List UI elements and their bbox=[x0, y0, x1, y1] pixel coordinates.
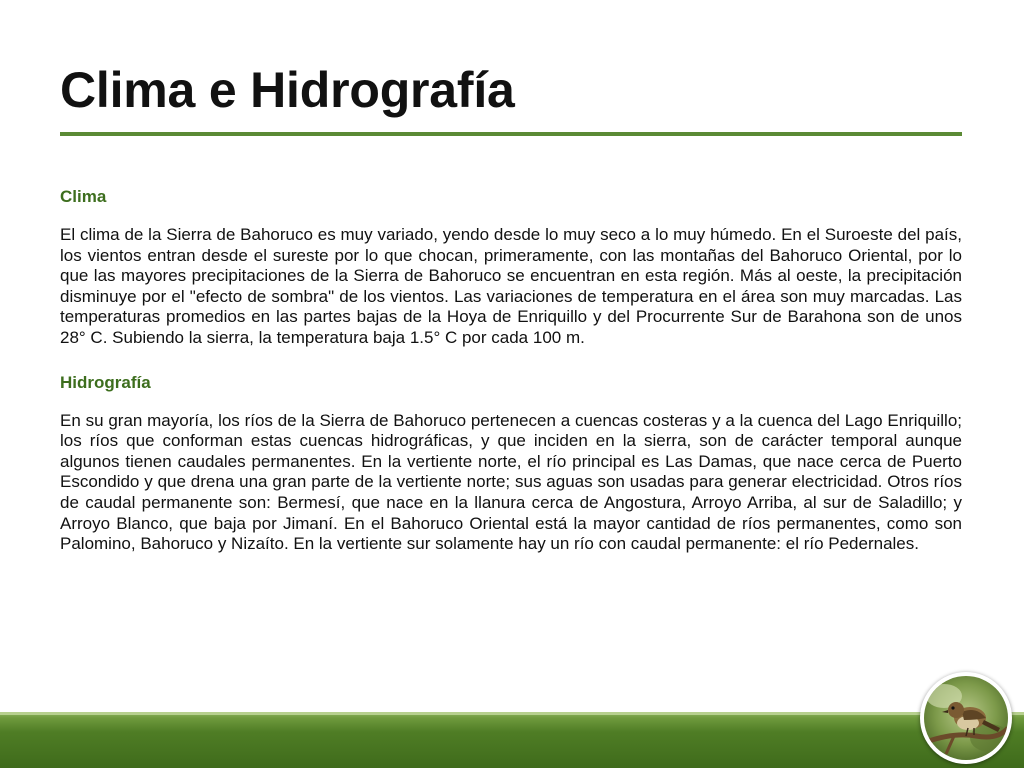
slide-title: Clima e Hidrografía bbox=[60, 62, 515, 118]
section-heading-clima: Clima bbox=[60, 187, 107, 206]
section-body-hidrografia: En su gran mayoría, los ríos de la Sierra de Bahoruco pertenecen a cuencas costeras y a la cuenca del Lago Enriquillo; los ríos que conforman estas cuencas hidrográficas, y que inciden en la sierra, son de carácter temporal aunque algunos tienen caudales permanentes. En la vertiente norte, el río principal es Las Damas, que nace cerca de Puerto Escondido y que drena una gran parte de la vertiente norte; sus aguas son usadas para generar electricidad. Otros ríos de caudal permanente son: Bermesí, que nace en la llanura cerca de Angostura, Arroyo Arriba, al sur de Saladillo; y Arroyo Blanco, que baja por Jimaní. En el Bahoruco Oriental está la mayor cantidad de ríos permanentes, como son Palomino, Bahoruco y Nizaíto. En la vertiente sur solamente hay un río con caudal permanente: el río Pedernales. bbox=[60, 410, 962, 554]
footer-band bbox=[0, 712, 1024, 768]
section-body-clima: El clima de la Sierra de Bahoruco es muy variado, yendo desde lo muy seco a lo muy húmedo. En el Suroeste del país, los vientos entran desde el sureste por lo que chocan, primeramente, con las montañas del Bahoruco Oriental, por lo que las mayores precipitaciones de la Sierra de Bahoruco se encuentran en esta región. Más al oeste, la precipitación disminuye por el "efecto de sombra" de los vientos. Las variaciones de temperatura en el área son muy marcadas. Las temperaturas promedios en las partes bajas de la Hoya de Enriquillo y del Procurrente Sur de Barahona son de unos 28° C. Subiendo la sierra, la temperatura baja 1.5° C por cada 100 m. bbox=[60, 225, 962, 347]
footer-highlight bbox=[0, 712, 1024, 715]
bird-on-branch-icon bbox=[924, 676, 1008, 760]
section-heading-hidrografia: Hidrografía bbox=[60, 372, 151, 392]
slide-content bbox=[60, 185, 962, 577]
logo-badge bbox=[920, 672, 1012, 764]
title-underline bbox=[60, 132, 962, 136]
